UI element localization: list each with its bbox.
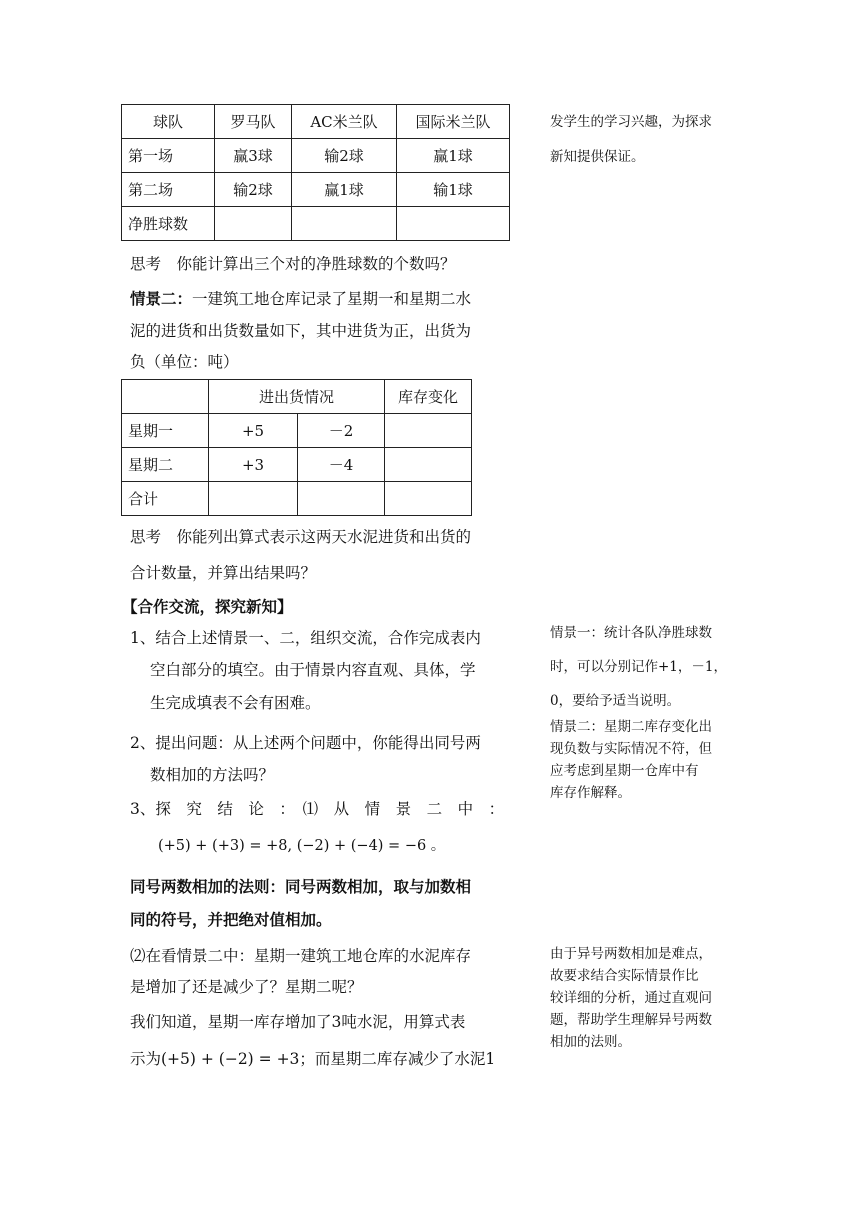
- side-note-3-line-1: 情景二：星期二库存变化出: [550, 719, 712, 735]
- side-note-2-line-1: 情景一：统计各队净胜球数: [550, 625, 712, 641]
- side-note-2-line-3: 0，要给予适当说明。: [550, 693, 681, 709]
- table-cell: +5: [209, 414, 298, 448]
- table-cell: [209, 482, 298, 516]
- table-cell: [397, 207, 510, 241]
- table-cell: 罗马队: [215, 105, 292, 139]
- rule-line-1: 同号两数相加的法则：同号两数相加，取与加数相: [130, 877, 472, 896]
- section-title: 【合作交流，探究新知】: [122, 597, 293, 616]
- table-cell: 赢1球: [292, 173, 397, 207]
- table-row: [122, 448, 472, 482]
- table-cell: 库存变化: [385, 380, 472, 414]
- table-row: [122, 139, 510, 173]
- table-cell: 国际米兰队: [397, 105, 510, 139]
- part2-line-2: 是增加了还是减少了？星期二呢？: [130, 978, 363, 996]
- side-note-4-line-5: 相加的法则。: [550, 1034, 631, 1050]
- side-note-4-line-3: 较详细的分析，通过直观问: [550, 990, 712, 1006]
- table-cell: 赢3球: [215, 139, 292, 173]
- table-row: [122, 414, 472, 448]
- table-cell: 输1球: [397, 173, 510, 207]
- item2-line-1: 2、提出问题：从上述两个问题中，你能得出同号两: [130, 734, 481, 752]
- scene2-line-1: [130, 289, 471, 309]
- table-cell: 净胜球数: [122, 207, 215, 241]
- table-row: [122, 482, 472, 516]
- scene2-line-3: 负（单位：吨）: [130, 353, 239, 371]
- rule-line-2: 同的符号，并把绝对值相加。: [130, 910, 332, 929]
- table-cell: 星期二: [122, 448, 209, 482]
- table-cell: －4: [298, 448, 385, 482]
- table-cell: +3: [209, 448, 298, 482]
- part2-line-1: ⑵在看情景二中：星期一建筑工地仓库的水泥库存: [130, 947, 472, 965]
- table-cell: 第一场: [122, 139, 215, 173]
- table-row: [122, 173, 510, 207]
- table-cell: 第二场: [122, 173, 215, 207]
- match-results-table: [121, 104, 510, 241]
- table-cell: [298, 482, 385, 516]
- item1-line-1: 1、结合上述情景一、二，组织交流，合作完成表内: [130, 629, 481, 647]
- side-note-2-line-2: 时，可以分别记作+1，－1，: [550, 659, 727, 675]
- table-cell: [385, 448, 472, 482]
- item1-line-3: 生完成填表不会有困难。: [150, 694, 321, 712]
- table-cell: 输2球: [215, 173, 292, 207]
- table-cell: 进出货情况: [209, 380, 385, 414]
- side-note-3-line-4: 库存作解释。: [550, 785, 631, 801]
- side-note-3-line-3: 应考虑到星期一仓库中有: [550, 763, 699, 779]
- table-cell: －2: [298, 414, 385, 448]
- item1-line-2: 空白部分的填空。由于情景内容直观、具体，学: [150, 661, 476, 679]
- item2-line-2: 数相加的方法吗？: [150, 766, 275, 784]
- side-note-4-line-2: 故要求结合实际情景作比: [550, 968, 699, 984]
- side-note-4-line-4: 题，帮助学生理解异号两数: [550, 1012, 712, 1028]
- think-prompt-2-line-2: 合计数量，并算出结果吗？: [130, 564, 317, 582]
- part2-line-3: 我们知道，星期一库存增加了3吨水泥，用算式表: [130, 1013, 466, 1031]
- table-cell: [292, 207, 397, 241]
- scene2-line-2: 泥的进货和出货数量如下，其中进货为正，出货为: [130, 322, 472, 340]
- scene2-label: 情景二：: [130, 289, 193, 308]
- table-cell: [215, 207, 292, 241]
- cement-inventory-table: [121, 379, 472, 516]
- table-cell: [385, 482, 472, 516]
- table-cell: [122, 380, 209, 414]
- item3-formula: (+5) + (+3) = +8, (−2) + (−4) = −6 。: [158, 838, 446, 854]
- table-cell: [385, 414, 472, 448]
- side-note-1-line-1: 发学生的学习兴趣，为探求: [550, 114, 712, 130]
- table-cell: 星期一: [122, 414, 209, 448]
- table-cell: AC米兰队: [292, 105, 397, 139]
- scene2-text: 一建筑工地仓库记录了星期一和星期二水: [192, 290, 472, 308]
- table-cell: 球队: [122, 105, 215, 139]
- think-prompt-2-line-1: 思考 你能列出算式表示这两天水泥进货和出货的: [130, 528, 472, 546]
- think-prompt-1: 思考 你能计算出三个对的净胜球数的个数吗？: [130, 255, 456, 273]
- table-row: [122, 207, 510, 241]
- side-note-3-line-2: 现负数与实际情况不符，但: [550, 741, 712, 757]
- side-note-1-line-2: 新知提供保证。: [550, 149, 645, 165]
- table-header-row: [122, 105, 510, 139]
- table-cell: 合计: [122, 482, 209, 516]
- side-note-4-line-1: 由于异号两数相加是难点，: [550, 946, 712, 962]
- table-cell: 输2球: [292, 139, 397, 173]
- part2-line-4: 示为(+5) + (−2) = +3；而星期二库存减少了水泥1: [130, 1050, 496, 1068]
- table-header-row: [122, 380, 472, 414]
- table-cell: 赢1球: [397, 139, 510, 173]
- item3-line-1: 3、探 究 结 论 ： ⑴ 从 情 景 二 中 ：: [130, 800, 505, 818]
